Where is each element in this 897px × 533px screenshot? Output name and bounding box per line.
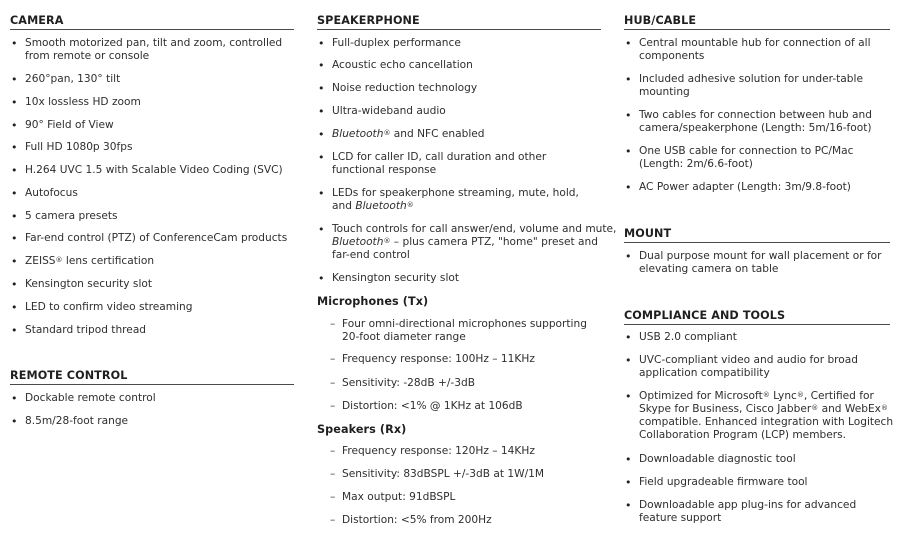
registered-mark: ® xyxy=(811,404,819,412)
list-item: • H.264 UVC 1.5 with Scalable Video Coding (SVC) xyxy=(10,164,305,177)
list-item xyxy=(317,187,597,213)
bluetooth-brand: Bluetooth xyxy=(355,200,407,212)
list-item: – Frequency response: 100Hz – 11KHz xyxy=(329,353,535,366)
list-item xyxy=(624,390,897,442)
bluetooth-brand: Bluetooth xyxy=(332,128,384,140)
list-item: – Four omni-directional microphones supporting 20-foot diameter range xyxy=(329,318,600,344)
list-item: • Central mountable hub for connection of all components xyxy=(624,37,884,63)
list-item: • One USB cable for connection to PC/Mac (Length: 2m/6.6-foot) xyxy=(624,145,884,171)
list-item: • 8.5m/28-foot range xyxy=(10,415,128,428)
touch-text-a: Touch controls for call answer/end, volume and mute, xyxy=(332,223,617,235)
list-item: • Kensington security slot xyxy=(10,278,152,291)
list-item: • UVC-compliant video and audio for broad application compatibility xyxy=(624,354,884,380)
list-item: • Field upgradeable firmware tool xyxy=(624,476,808,489)
list-item: • AC Power adapter (Length: 3m/9.8-foot) xyxy=(624,181,894,194)
remote-heading: REMOTE CONTROL xyxy=(10,369,294,385)
list-item: • LCD for caller ID, call duration and other functional response xyxy=(317,151,572,177)
bluetooth-brand: Bluetooth xyxy=(332,236,384,248)
compliance-heading: COMPLIANCE AND TOOLS xyxy=(624,309,890,325)
list-item: – Distortion: <1% @ 1KHz at 106dB xyxy=(329,400,523,413)
list-item: • Noise reduction technology xyxy=(317,82,477,95)
list-item: • 5 camera presets xyxy=(10,210,118,223)
microphones-heading: Microphones (Tx) xyxy=(317,295,429,308)
list-item: – Sensitivity: 83dBSPL +/-3dB at 1W/1M xyxy=(329,468,544,481)
mount-section xyxy=(624,227,890,243)
list-item: • Kensington security slot xyxy=(317,272,459,285)
registered-mark: ® xyxy=(383,129,391,137)
lync-text-a: Optimized for Microsoft xyxy=(639,390,763,402)
list-item: • Smooth motorized pan, tilt and zoom, controlled from remote or console xyxy=(10,37,293,63)
list-item xyxy=(10,255,154,268)
hub-section xyxy=(624,14,890,30)
lync-text-c: , Certified for Skype for Business, Cisco Jabber xyxy=(639,390,874,415)
list-item: • Full-duplex performance xyxy=(317,37,461,50)
list-item: • 260°pan, 130° tilt xyxy=(10,73,120,86)
list-item xyxy=(317,128,485,141)
list-item: • Far-end control (PTZ) of ConferenceCam products xyxy=(10,232,309,245)
camera-heading: CAMERA xyxy=(10,14,294,30)
lync-text-d: and WebEx xyxy=(818,403,881,415)
list-item: • Dual purpose mount for wall placement or for elevating camera on table xyxy=(624,250,894,276)
speakers-heading: Speakers (Rx) xyxy=(317,423,407,436)
list-item: • Standard tripod thread xyxy=(10,324,146,337)
leds-text: LEDs for speakerphone streaming, mute, hold, and xyxy=(332,187,579,212)
registered-mark: ® xyxy=(762,391,770,399)
bt-rest: and NFC enabled xyxy=(390,128,485,140)
list-item: • Ultra-wideband audio xyxy=(317,105,446,118)
list-item: • Downloadable diagnostic tool xyxy=(624,453,796,466)
list-item: – Frequency response: 120Hz – 14KHz xyxy=(329,445,535,458)
list-item: • Two cables for connection between hub and camera/speakerphone (Length: 5m/16-foot) xyxy=(624,109,894,135)
registered-mark: ® xyxy=(796,391,804,399)
lync-text-b: Lync xyxy=(769,390,797,402)
list-item: • Acoustic echo cancellation xyxy=(317,59,473,72)
list-item: • Autofocus xyxy=(10,187,78,200)
list-item: • 90° Field of View xyxy=(10,119,114,132)
list-item: • LED to confirm video streaming xyxy=(10,301,192,314)
list-item: • Full HD 1080p 30fps xyxy=(10,141,132,154)
zeiss-brand: ZEISS xyxy=(25,255,56,267)
list-item: • Downloadable app plug-ins for advanced feature support xyxy=(624,499,884,525)
compliance-section xyxy=(624,309,890,325)
touch-text-b: – plus camera PTZ, "home" preset and far-end control xyxy=(332,236,598,261)
list-item: – Max output: 91dBSPL xyxy=(329,491,455,504)
zeiss-rest: lens certification xyxy=(62,255,155,267)
list-item: • Included adhesive solution for under-table mounting xyxy=(624,73,884,99)
list-item: – Sensitivity: -28dB +/-3dB xyxy=(329,377,475,390)
registered-mark: ® xyxy=(383,237,391,245)
microphones-section xyxy=(317,295,601,308)
speakerphone-heading: SPEAKERPHONE xyxy=(317,14,601,30)
list-item: • 10x lossless HD zoom xyxy=(10,96,141,109)
list-item: • USB 2.0 compliant xyxy=(624,331,737,344)
remote-section xyxy=(10,369,294,385)
camera-section xyxy=(10,14,294,30)
list-item: – Distortion: <5% from 200Hz xyxy=(329,514,492,527)
speakers-section xyxy=(317,423,601,436)
registered-mark: ® xyxy=(55,256,63,264)
list-item: • Dockable remote control xyxy=(10,392,156,405)
registered-mark: ® xyxy=(406,201,414,209)
registered-mark: ® xyxy=(880,404,888,412)
list-item xyxy=(317,223,617,262)
lync-text-e: compatible. Enhanced integration with Logitech Collaboration Program (LCP) members. xyxy=(639,416,894,441)
hub-heading: HUB/CABLE xyxy=(624,14,890,30)
mount-heading: MOUNT xyxy=(624,227,890,243)
speakerphone-section xyxy=(317,14,601,30)
